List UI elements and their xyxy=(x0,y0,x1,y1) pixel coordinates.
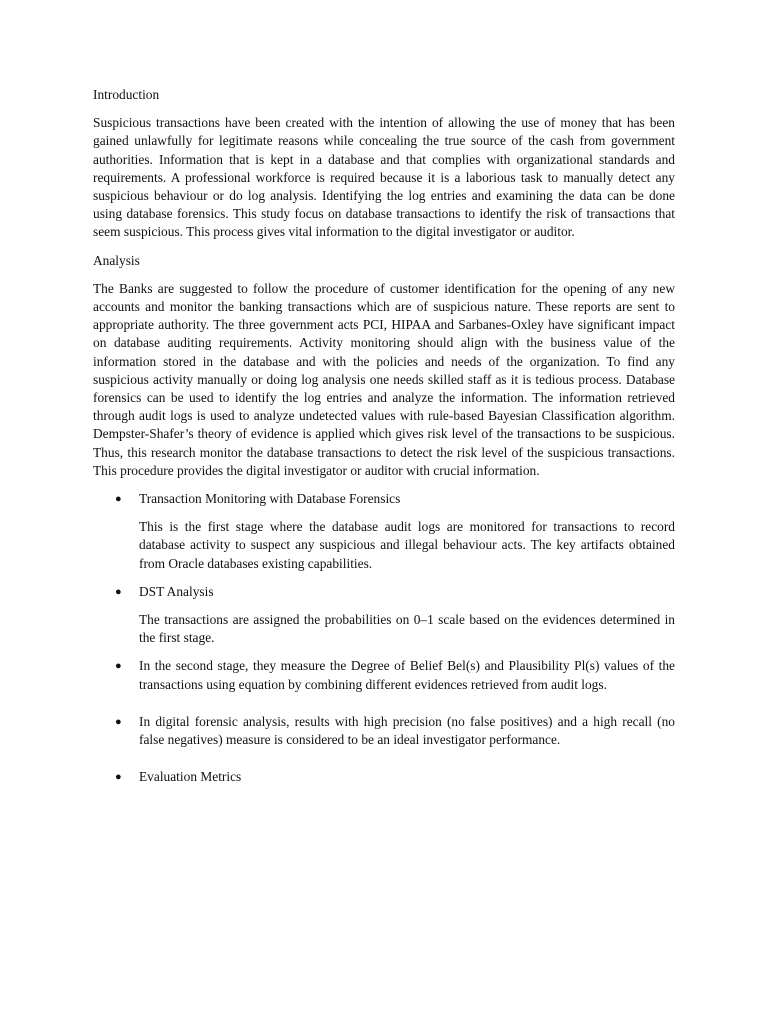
bullet-text: Evaluation Metrics xyxy=(139,769,242,785)
bullet-text: In digital forensic analysis, results with high precision (no false positives) and a high recall (no false negatives) measure is considered to be an ideal investigator performance. xyxy=(139,713,675,748)
bullet-item-forensic-analysis xyxy=(93,713,675,749)
bullet-text: Transaction Monitoring with Database Forensics xyxy=(139,491,401,507)
bullet-item-second-stage xyxy=(93,657,675,693)
bullet-item-transaction-monitoring xyxy=(93,490,675,508)
bullet-text: DST Analysis xyxy=(139,583,214,599)
bullet-list xyxy=(93,490,675,786)
bullet-item-dst-analysis xyxy=(93,583,675,601)
bullet-dot-icon: ● xyxy=(115,493,122,506)
heading-analysis: Analysis xyxy=(93,252,140,268)
bullet-dot-icon: ● xyxy=(115,585,122,598)
analysis-paragraph: The Banks are suggested to follow the procedure of customer identification for the opening of any new accounts and monitor the banking transactions which are of suspicious nature. These reports are sent to appropriate authority. The three government acts PCI, HIPAA and Sarbanes-Oxley have significant impact on database auditing requirements. Activity monitoring should align with the business value of the information stored in the database and with the policies and needs of the organization. To find any suspicious activity manually or doing log analysis one needs skilled staff as it is tedious process. Database forensics can be used to identify the log entries and analyze the information. The information retrieved through audit logs is used to analyze undetected values with rule-based Bayesian Classification algorithm. Dempster-Shafer’s theory of evidence is applied which gives risk level of the transactions to be suspicious. Thus, this research monitor the database transactions to detect the risk level of the suspicious transactions. This procedure provides the digital investigator or auditor with crucial information. xyxy=(93,280,675,478)
bullet-dot-icon: ● xyxy=(115,771,122,784)
heading-introduction: Introduction xyxy=(93,87,160,102)
document-page xyxy=(93,86,675,797)
introduction-paragraph: Suspicious transactions have been created with the intention of allowing the use of money that has been gained unlawfully for legitimate reasons while concealing the true source of the cash from government authorities. Information that is kept in a database and that complies with organizational standards and requirements. A professional workforce is required because it is a laborious task to manually detect any suspicious behaviour or do log analysis. Identifying the log entries and examining the data can be done using database forensics. This study focus on database transactions to identify the risk of transactions that seem suspicious. This process gives vital information to the digital investigator or auditor. xyxy=(93,115,675,240)
bullet-item-evaluation-metrics xyxy=(93,768,675,786)
bullet-text: In the second stage, they measure the Degree of Belief Bel(s) and Plausibility Pl(s) values of the transactions using equation by combining different evidences retrieved from audit logs. xyxy=(139,658,675,692)
bullet-dot-icon: ● xyxy=(115,660,122,673)
bullet-detail-transaction-monitoring: This is the first stage where the database audit logs are monitored for transactions to record database activity to suspect any suspicious and illegal behaviour acts. The key artifacts obtained from Oracle databases existing capabilities. xyxy=(139,519,675,571)
bullet-dot-icon: ● xyxy=(115,715,122,728)
bullet-detail-dst-analysis: The transactions are assigned the probabilities on 0–1 scale based on the evidences determined in the first stage. xyxy=(139,612,675,646)
